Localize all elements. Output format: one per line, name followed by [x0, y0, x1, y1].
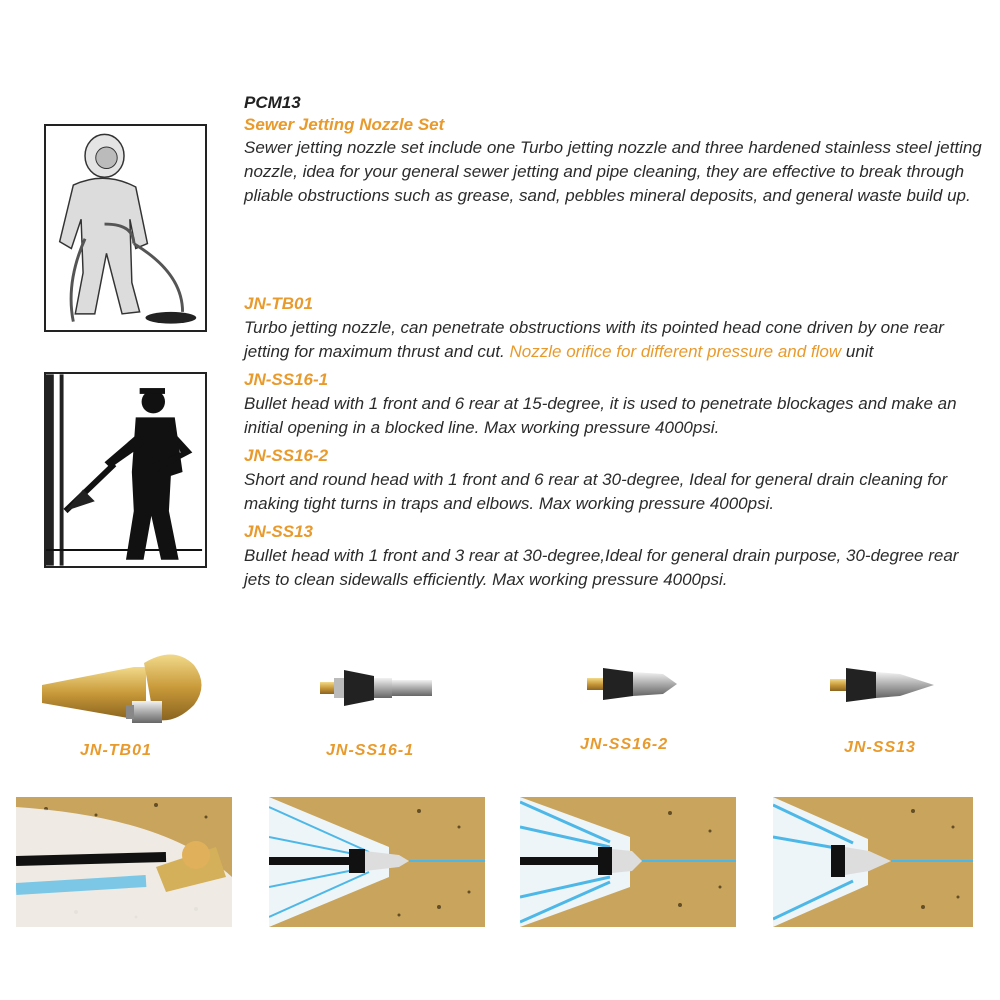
worker-jetting-pipe-illustration	[44, 372, 207, 568]
product-code-ss13: JN-SS13	[244, 522, 313, 541]
round-jetting-diagram-icon	[520, 797, 736, 927]
turbo-nozzle-icon	[34, 645, 214, 735]
bullet-nozzle-icon	[316, 660, 436, 716]
nozzle-label-tb01: JN-TB01	[80, 742, 152, 759]
product-ss13	[244, 520, 984, 592]
nozzle-ss16-2-image	[585, 662, 685, 706]
round-nozzle-icon	[585, 662, 685, 706]
nozzle-tb01-image	[34, 645, 214, 735]
highlight-text: Nozzle orifice for different pressure and flow	[509, 342, 842, 361]
nozzle-ss13-image	[828, 662, 938, 708]
product-code-tb01: JN-TB01	[244, 294, 313, 313]
pipe-diagram-ss16-2	[520, 797, 736, 927]
worker-with-hose-illustration	[44, 124, 207, 332]
bullet-ss13-jetting-diagram-icon	[773, 797, 973, 927]
set-description: Sewer jetting nozzle set include one Turbo jetting nozzle and three hardened stainless steel jetting nozzle, idea for your general sewer jetting and pipe cleaning, they are effective to break through pliable obstructions such as grease, sand, pebbles mineral deposits, and general waste build up.	[244, 138, 982, 205]
pipe-diagram-tb01	[16, 797, 232, 927]
product-desc-ss16-1: Bullet head with 1 front and 6 rear at 15-degree, it is used to penetrate blockages and make an initial opening in a blocked line. Max working pressure 4000psi.	[244, 394, 957, 437]
product-desc-ss16-2: Short and round head with 1 front and 6 rear at 30-degree, Ideal for general drain cleaning for making tight turns in traps and elbows. Max working pressure 4000psi.	[244, 470, 948, 513]
worker-pipe-icon	[46, 374, 205, 566]
product-code-ss16-2: JN-SS16-2	[244, 446, 329, 465]
product-tb01	[244, 292, 984, 364]
product-ss16-1	[244, 368, 984, 440]
bullet-jetting-diagram-icon	[269, 797, 485, 927]
product-code: PCM13	[244, 93, 301, 112]
nozzle-label-ss16-1: JN-SS16-1	[326, 742, 415, 759]
pipe-diagram-ss13	[773, 797, 973, 927]
header-block	[244, 92, 984, 208]
product-ss16-2	[244, 444, 984, 516]
nozzle-label-ss13: JN-SS13	[844, 739, 916, 756]
worker-hose-icon	[46, 126, 205, 330]
set-title: Sewer Jetting Nozzle Set	[244, 115, 445, 134]
nozzle-label-ss16-2: JN-SS16-2	[580, 736, 669, 753]
turbo-jetting-diagram-icon	[16, 797, 232, 927]
product-code-ss16-1: JN-SS16-1	[244, 370, 329, 389]
bullet-nozzle-ss13-icon	[828, 662, 938, 708]
nozzle-ss16-1-image	[316, 660, 436, 716]
pipe-diagram-ss16-1	[269, 797, 485, 927]
product-desc-ss13: Bullet head with 1 front and 3 rear at 30-degree,Ideal for general drain purpose, 30-degree rear jets to clean sidewalls efficiently. Max working pressure 4000psi.	[244, 546, 959, 589]
product-desc-tb01: Turbo jetting nozzle, can penetrate obstructions with its pointed head cone driven by one rear jetting for maximum thrust and cut. Nozzle orifice for different pressure and flow unit	[244, 318, 944, 361]
